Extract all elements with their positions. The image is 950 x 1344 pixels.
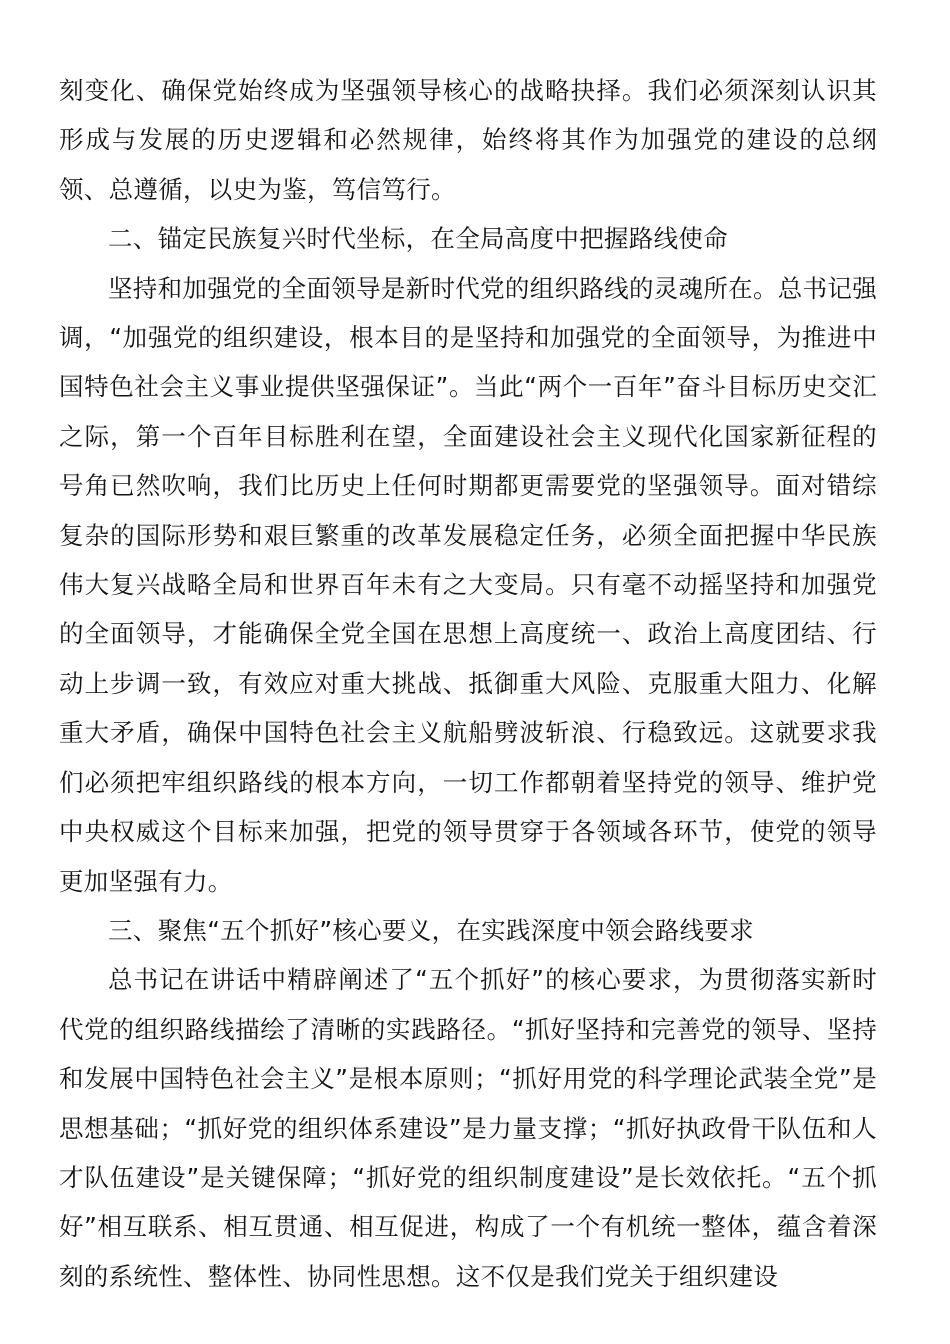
section-heading-two: 二、锚定民族复兴时代坐标，在全局高度中把握路线使命: [108, 224, 728, 254]
paragraph-continuation: 刻变化、确保党始终成为坚强领导核心的战略抉择。我们必须深刻认识其形成与发展的历史逻辑和必然规律，始终将其作为加强党的建设的总纲领、总遵循，以史为鉴，笃信笃行。: [59, 76, 877, 204]
paragraph-party-leadership: 坚持和加强党的全面领导是新时代党的组织路线的灵魂所在。总书记强调，“加强党的组织建设，根本目的是坚持和加强党的全面领导，为推进中国特色社会主义事业提供坚强保证”。当此“两个一百年”奋斗目标历史交汇之际，第一个百年目标胜利在望，全面建设社会主义现代化国家新征程的号角已然吹响，我们比历史上任何时期都更需要党的坚强领导。面对错综复杂的国际形势和艰巨繁重的改革发展稳定任务，必须全面把握中华民族伟大复兴战略全局和世界百年未有之大变局。只有毫不动摇坚持和加强党的全面领导，才能确保全党全国在思想上高度统一、政治上高度团结、行动上步调一致，有效应对重大挑战、抵御重大风险、克服重大阻力、化解重大矛盾，确保中国特色社会主义航船劈波斩浪、行稳致远。这就要求我们必须把牢组织路线的根本方向，一切工作都朝着坚持党的领导、维护党中央权威这个目标来加强，把党的领导贯穿于各领域各环节，使党的领导更加坚强有力。: [59, 273, 877, 896]
document-body: [59, 66, 877, 1301]
paragraph-five-priorities: 总书记在讲话中精辟阐述了“五个抓好”的核心要求，为贯彻落实新时代党的组织路线描绘了清晰的实践路径。“抓好坚持和完善党的领导、坚持和发展中国特色社会主义”是根本原则；“抓好用党的科学理论武装全党”是思想基础；“抓好党的组织体系建设”是力量支撑；“抓好执政骨干队伍和人才队伍建设”是关键保障；“抓好党的组织制度建设”是长效依托。“五个抓好”相互联系、相互贯通、相互促进，构成了一个有机统一整体，蕴含着深刻的系统性、整体性、协同性思想。这不仅是我们党关于组织建设: [59, 965, 877, 1291]
section-heading-three: 三、聚焦“五个抓好”核心要义，在实践深度中领会路线要求: [108, 915, 754, 945]
